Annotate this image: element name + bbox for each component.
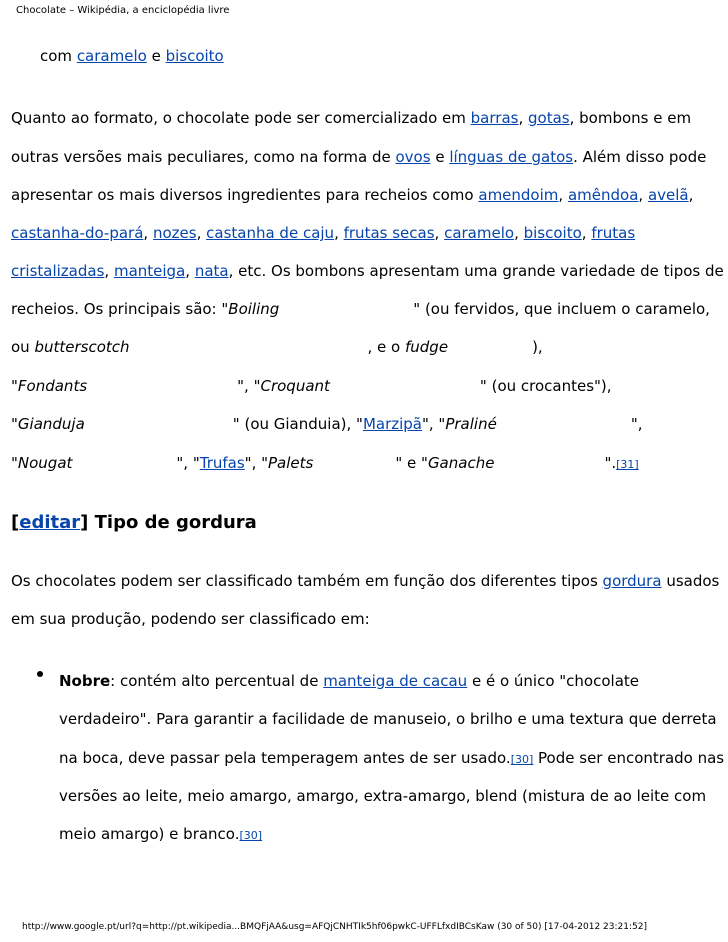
text-line: outras versões mais peculiares, como na forma de ovos e línguas de gatos. Além disso pode xyxy=(11,148,707,166)
text-line: "Fondants ", "Croquant " (ou crocantes"), xyxy=(11,377,612,395)
link-caramelo[interactable]: caramelo xyxy=(76,47,147,65)
text-line: "Gianduja " (ou Gianduia), "Marzipã", "Praliné ", xyxy=(11,415,643,433)
text-line: recheios. Os principais são: "Boiling " (ou fervidos, que incluem o caramelo, xyxy=(11,300,710,318)
reference-link[interactable]: [30] xyxy=(239,829,263,842)
link-nata[interactable]: nata xyxy=(194,262,229,280)
link-castanha-do-para[interactable]: castanha-do-pará xyxy=(11,224,144,242)
section-heading: [editar] Tipo de gordura xyxy=(11,512,257,533)
list-item-line: meio amargo) e branco.[30] xyxy=(59,825,263,843)
link-frutas-cristalizadas[interactable]: cristalizadas xyxy=(11,262,105,280)
bullet-icon xyxy=(37,671,43,677)
link-barras[interactable]: barras xyxy=(470,109,519,127)
link-gordura[interactable]: gordura xyxy=(602,572,662,590)
text-line: com caramelo e biscoito xyxy=(40,47,224,65)
text-line: Quanto ao formato, o chocolate pode ser comercializado em barras, gotas, bombons e em xyxy=(11,109,692,127)
link-frutas-secas[interactable]: frutas secas xyxy=(343,224,435,242)
text-line: apresentar os mais diversos ingredientes para recheios como amendoim, amêndoa, avelã, xyxy=(11,186,694,204)
reference-link[interactable]: [31] xyxy=(616,458,639,471)
text-line: em sua produção, podendo ser classificado em: xyxy=(11,610,370,628)
link-amendoim[interactable]: amendoim xyxy=(478,186,559,204)
page-header-title: Chocolate – Wikipédia, a enciclopédia livre xyxy=(16,5,230,16)
text-line: "Nougat ", "Trufas", "Palets " e "Ganache ".[31] xyxy=(11,454,639,472)
link-nozes[interactable]: nozes xyxy=(152,224,197,242)
link-linguas-de-gatos[interactable]: línguas de gatos xyxy=(449,148,574,166)
text-line: ou butterscotch , e o fudge ), xyxy=(11,338,543,356)
page-footer-url: http://www.google.pt/url?q=http://pt.wikipedia...BMQFjAA&usg=AFQjCNHTIk5hf06pwkC-UFFLfxdIBCsKaw (30 of 50) [17-04-2012 23:21:52] xyxy=(22,922,647,932)
link-ovos[interactable]: ovos xyxy=(395,148,431,166)
list-item-line: verdadeiro". Para garantir a facilidade de manuseio, o brilho e uma textura que derreta xyxy=(59,710,717,728)
link-biscoito[interactable]: biscoito xyxy=(165,47,224,65)
link-frutas-cristalizadas[interactable]: frutas xyxy=(591,224,636,242)
link-amendoa[interactable]: amêndoa xyxy=(567,186,639,204)
list-item-line: versões ao leite, meio amargo, amargo, extra-amargo, blend (mistura de ao leite com xyxy=(59,787,707,805)
link-gotas[interactable]: gotas xyxy=(528,109,570,127)
reference-link[interactable]: [30] xyxy=(510,753,534,766)
text-line: castanha-do-pará, nozes, castanha de caju, frutas secas, caramelo, biscoito, frutas xyxy=(11,224,636,242)
link-trufas[interactable]: Trufas xyxy=(199,454,245,472)
list-item: Nobre: contém alto percentual de manteiga de cacau e é o único "chocolate xyxy=(59,672,640,690)
link-caramelo[interactable]: caramelo xyxy=(444,224,515,242)
link-manteiga[interactable]: manteiga xyxy=(113,262,186,280)
link-marzipa[interactable]: Marzipã xyxy=(362,415,422,433)
link-biscoito[interactable]: biscoito xyxy=(523,224,582,242)
text-line: Os chocolates podem ser classificado também em função dos diferentes tipos gordura usados xyxy=(11,572,720,590)
link-avela[interactable]: avelã xyxy=(647,186,689,204)
link-manteiga-de-cacau[interactable]: manteiga de cacau xyxy=(323,672,468,690)
link-castanha-de-caju[interactable]: castanha de caju xyxy=(206,224,335,242)
edit-section-link[interactable]: editar xyxy=(19,512,81,533)
text-line: cristalizadas, manteiga, nata, etc. Os bombons apresentam uma grande variedade de tipos de xyxy=(11,262,724,280)
list-item-line: na boca, deve passar pela temperagem antes de ser usado.[30] Pode ser encontrado nas xyxy=(59,749,725,767)
